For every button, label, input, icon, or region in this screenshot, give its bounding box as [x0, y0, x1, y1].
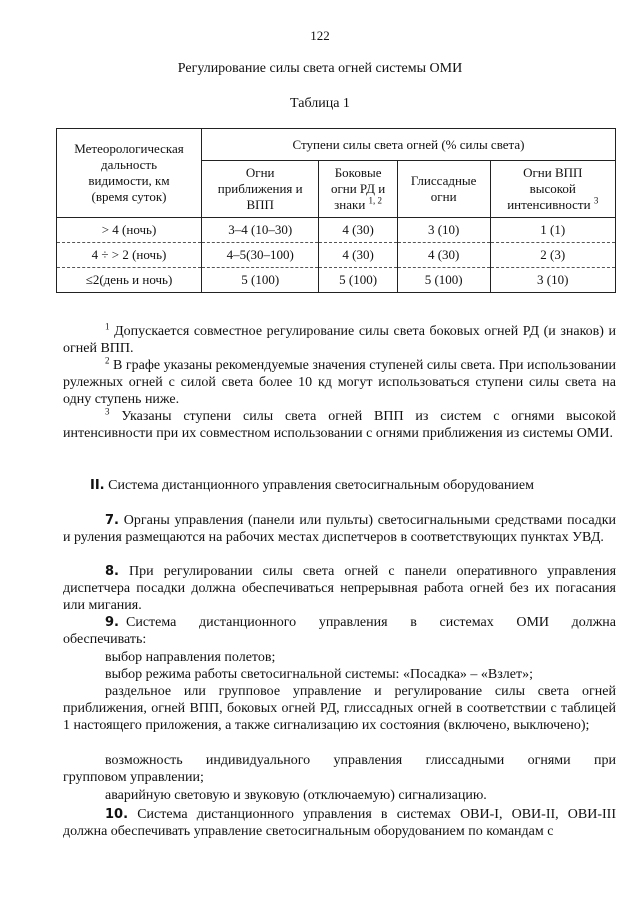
paragraph-9-line-1: 9. Система дистанционного управления в системах ОМИ должна — [105, 615, 616, 630]
list-item-continuation: групповом управлении; — [63, 770, 204, 785]
paragraph-10: 10. Система дистанционного управления в системах ОВИ-I, ОВИ-II, ОВИ-III должна обеспечивать управление светосигнальным оборудованием по командам с — [63, 807, 616, 839]
meteo-visibility-header — [57, 129, 202, 218]
paragraph-7: 7. Органы управления (панели или пульты) светосигнальными средствами посадки и руления размещаются на рабочих местах диспетчеров в соответствующих пунктах УВД. — [63, 513, 617, 545]
section-number: II. — [90, 478, 105, 493]
paragraph-9-line-2: обеспечивать: — [63, 632, 147, 647]
high-intensity-cell: 1 (1) — [490, 218, 615, 243]
meteo-header-line: дальность — [100, 157, 158, 172]
side-cell: 4 (30) — [319, 243, 397, 268]
page-number: 122 — [310, 28, 330, 43]
visibility-cell: > 4 (ночь) — [57, 218, 202, 243]
side-cell: 5 (100) — [319, 268, 397, 293]
footnote-ref: 3 — [593, 195, 599, 206]
footnote-1: $^1$ Допускается совместное регулирование силы света боковых огней РД (и знаков) и огней ВПП. — [63, 321, 616, 356]
meteo-header-line: Метеорологическая — [74, 141, 184, 156]
approach-cell: 4–5(30–100) — [202, 243, 319, 268]
table-row — [57, 268, 616, 293]
light-levels-table — [56, 128, 616, 293]
approach-lights-header: Огни приближения и ВПП — [202, 161, 319, 218]
meteo-header-line: видимости, км — [88, 173, 170, 188]
glide-cell: 5 (100) — [397, 268, 490, 293]
side-taxiway-lights-header: Боковые огни РД и знаки $^{1, 2}$ — [319, 161, 397, 218]
footnote-3: $^3$ Указаны ступени силы света огней ВПП из систем с огнями высокой интенсивности при их совместном использовании с огнями приближения из системы ОМИ. — [63, 406, 616, 441]
list-item: выбор режима работы светосигнальной системы: «Посадка» – «Взлет»; — [105, 667, 534, 682]
section-heading — [90, 478, 630, 494]
glide-cell: 4 (30) — [397, 243, 490, 268]
high-intensity-cell: 3 (10) — [490, 268, 615, 293]
page-title: Регулирование силы света огней системы ОМИ — [177, 61, 463, 76]
visibility-cell: ≤2(день и ночь) — [57, 268, 202, 293]
high-intensity-lights-header: Огни ВПП высокой интенсивности $^3$ — [490, 161, 615, 218]
meteo-header-line: (время суток) — [91, 189, 167, 204]
list-item: возможность индивидуального управления глиссадными огнями при — [105, 753, 616, 768]
footnote-ref: 1, 2 — [368, 195, 383, 206]
table-label: Таблица 1 — [290, 96, 350, 111]
table-row — [57, 243, 616, 268]
table-row — [57, 218, 616, 243]
glide-cell: 3 (10) — [397, 218, 490, 243]
list-item: раздельное или групповое управление и регулирование силы света огней приближения, огней ВПП, боковых огней РД, глиссадных огней в соответствии с таблицей 1 настоящего приложения, а также сигнализацию их состояния (включено, выключено); — [63, 684, 616, 733]
paragraph-8: 8. При регулировании силы света огней с панели оперативного управления диспетчера посадки должна обеспечиваться непрерывная работа огней без их погасания или мигания. — [63, 564, 617, 613]
footnote-2: $^2$ В графе указаны рекомендуемые значения ступеней силы света. При использовании рулежных огней с силой света более 10 кд могут использоваться ступени силы света на одну ступень ниже. — [63, 355, 617, 407]
approach-cell: 3–4 (10–30) — [202, 218, 319, 243]
approach-cell: 5 (100) — [202, 268, 319, 293]
light-steps-header: Ступени силы света огней (% силы света) — [202, 129, 616, 161]
section-title: Система дистанционного управления светосигнальным оборудованием — [108, 478, 534, 493]
side-cell: 4 (30) — [319, 218, 397, 243]
list-item: аварийную световую и звуковую (отключаемую) сигнализацию. — [105, 788, 487, 803]
visibility-cell: 4 ÷ > 2 (ночь) — [57, 243, 202, 268]
list-item: выбор направления полетов; — [105, 650, 276, 665]
glide-lights-header: Глиссадные огни — [397, 161, 490, 218]
high-intensity-cell: 2 (3) — [490, 243, 615, 268]
